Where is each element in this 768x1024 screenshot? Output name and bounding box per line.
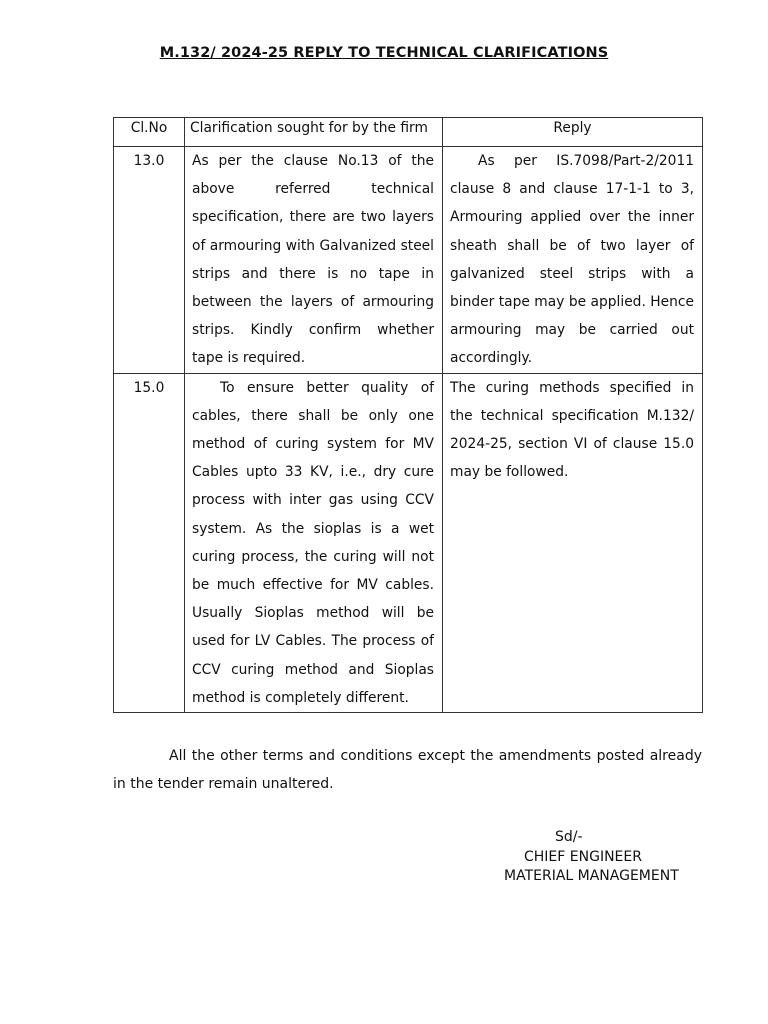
table-header-row xyxy=(114,118,703,147)
table-row xyxy=(114,147,703,374)
signature-sd: Sd/- xyxy=(555,829,583,845)
reply-cell: As per IS.7098/Part-2/2011 clause 8 and clause 17-1-1 to 3, Armouring applied over the inner sheath shall be of two layer of galvanized steel strips with a binder tape may be applied. Hence armouring may be carried out accordingly. xyxy=(443,147,703,374)
signatory-title: CHIEF ENGINEER xyxy=(524,848,642,865)
page-title: M.132/ 2024-25 REPLY TO TECHNICAL CLARIFICATIONS xyxy=(159,45,609,61)
clarification-cell: To ensure better quality of cables, there shall be only one method of curing system for MV Cables upto 33 KV, i.e., dry cure process with inter gas using CCV system. As the sioplas is a wet curing process, the curing will not be much effective for MV cables. Usually Sioplas method will be used for LV Cables. The process of CCV curing method and Sioplas method is completely different. xyxy=(185,373,443,712)
column-header-clause-no: Cl.No xyxy=(114,118,185,147)
clarifications-table xyxy=(113,117,703,713)
signatory-department: MATERIAL MANAGEMENT xyxy=(504,868,679,884)
closing-paragraph: All the other terms and conditions except the amendments posted already in the tender remain unaltered. xyxy=(113,748,702,792)
column-header-clarification: Clarification sought for by the firm xyxy=(185,118,443,147)
clause-number-cell: 13.0 xyxy=(114,147,185,374)
signature-block xyxy=(495,828,695,887)
reply-cell: The curing methods specified in the technical specification M.132/ 2024-25, section VI of clause 15.0 may be followed. xyxy=(443,373,703,712)
clarification-cell: As per the clause No.13 of the above referred technical specification, there are two layers of armouring with Galvanized steel strips and there is no tape in between the layers of armouring strips. Kindly confirm whether tape is required. xyxy=(185,147,443,374)
clause-number-cell: 15.0 xyxy=(114,373,185,712)
table-row xyxy=(114,373,703,712)
column-header-reply: Reply xyxy=(443,118,703,147)
